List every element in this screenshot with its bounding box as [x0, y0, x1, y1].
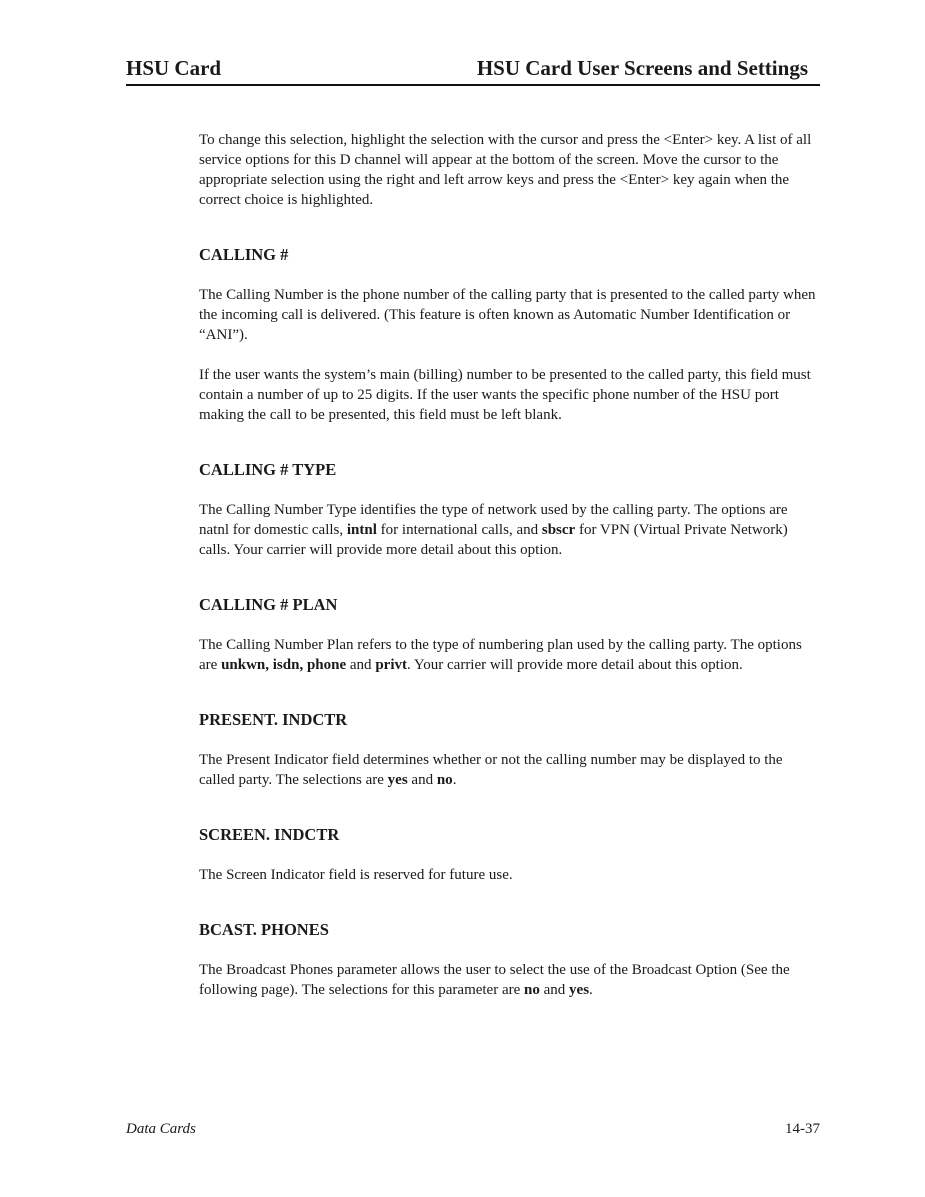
section-title: CALLING # PLAN: [199, 595, 338, 614]
text-run: .: [452, 772, 457, 788]
text-run: and: [346, 657, 376, 673]
option-yes: yes: [569, 982, 590, 998]
text-run: . Your carrier will provide more detail about this option.: [406, 657, 743, 673]
section-screen-indicator: [199, 825, 817, 885]
section-present-indicator: [199, 710, 817, 790]
section-calling-number-plan: [199, 595, 817, 675]
header-left-title: HSU Card: [126, 56, 222, 80]
text-run: and: [407, 772, 437, 788]
option-intnl: intnl: [346, 522, 377, 538]
intro-paragraph: To change this selection, highlight the selection with the cursor and press the <Enter> key. A list of all service options for this D channel will appear at the bottom of the screen. Move the cursor to the appropriate selection using the right and left arrow keys and press the <Enter> key again when the correct choice is highlighted.: [199, 132, 812, 208]
option-privt: privt: [375, 657, 407, 673]
text-run: The Calling Number Plan refers to the type of numbering plan used by the calling party. The options are: [199, 637, 802, 673]
option-sbscr: sbscr: [541, 522, 576, 538]
header-right-title: HSU Card User Screens and Settings: [476, 56, 808, 80]
text-run: and: [539, 982, 570, 998]
text-run: for international calls, and: [376, 522, 542, 538]
options-plan-list: unkwn, isdn, phone: [221, 657, 347, 673]
section-title: CALLING # TYPE: [199, 460, 337, 479]
page-header: [126, 54, 820, 86]
option-no: no: [524, 982, 540, 998]
section-title: PRESENT. INDCTR: [199, 710, 348, 729]
section-paragraph: [199, 635, 817, 675]
text-run: .: [589, 982, 593, 998]
section-title: CALLING #: [199, 245, 289, 264]
page-content: [199, 130, 817, 1000]
section-paragraph: The Screen Indicator field is reserved for future use.: [199, 867, 513, 883]
section-title: BCAST. PHONES: [199, 920, 329, 939]
section-title: SCREEN. INDCTR: [199, 825, 340, 844]
section-calling-number-type: [199, 460, 817, 560]
section-paragraph: If the user wants the system’s main (billing) number to be presented to the called party, this field must contain a number of up to 25 digits. If the user wants the specific phone number of the HSU port making the call to be presented, this field must be left blank.: [199, 367, 811, 423]
section-paragraph: [199, 960, 817, 1000]
text-run: for VPN (Virtual Private Network) calls. Your carrier will provide more detail about this option.: [199, 522, 788, 558]
section-broadcast-phones: [199, 920, 817, 1000]
option-no: no: [436, 772, 453, 788]
text-run: The Broadcast Phones parameter allows the user to select the use of the Broadcast Option (See the following page). The selections for this parameter are: [199, 962, 790, 998]
footer-page-number: 14-37: [785, 1121, 820, 1137]
footer-section-name: Data Cards: [126, 1121, 196, 1137]
text-run: The Calling Number Type identifies the type of network used by the calling party. The options are natnl for domestic calls,: [199, 502, 788, 538]
section-paragraph: [199, 750, 817, 790]
option-yes: yes: [387, 772, 408, 788]
text-run: The Present Indicator field determines whether or not the calling number may be displayed to the called party. The selections are: [199, 752, 783, 788]
section-paragraph: The Calling Number is the phone number of the calling party that is presented to the called party when the incoming call is delivered. (This feature is often known as Automatic Number Identification or “ANI”).: [199, 287, 816, 343]
section-paragraph: [199, 500, 817, 560]
section-calling-number: [199, 245, 817, 425]
